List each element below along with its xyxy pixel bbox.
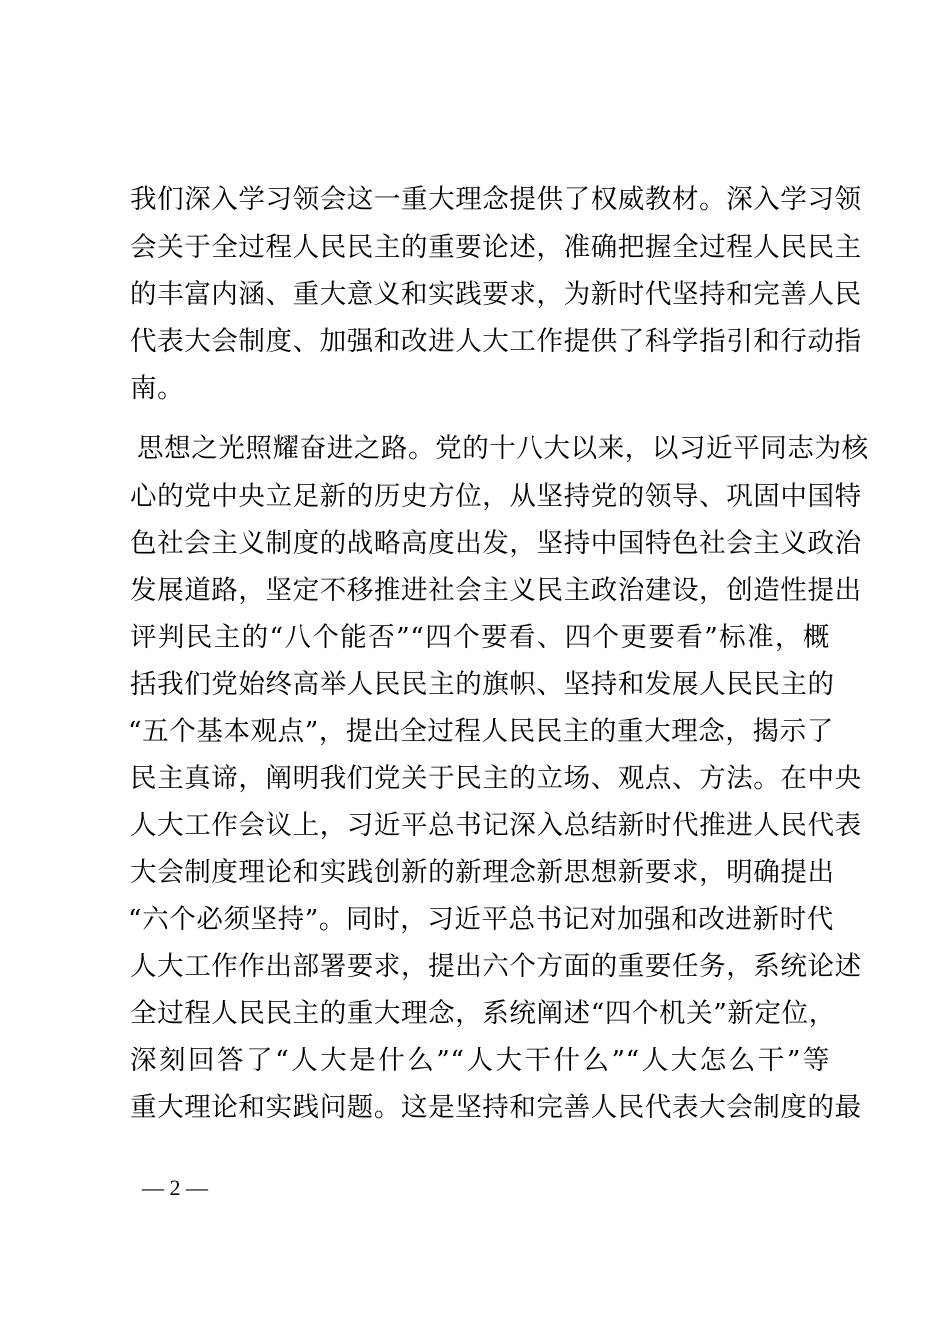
text-line: 的丰富内涵、重大意义和实践要求，为新时代坚持和完善人民 — [130, 279, 862, 310]
text-line: 南。 — [130, 373, 185, 404]
text-line: 括我们党始终高举人民民主的旗帜、坚持和发展人民民主的 — [130, 669, 835, 700]
text-line: 民主真谛，阐明我们党关于民主的立场、观点、方法。在中央 — [130, 763, 862, 794]
text-line: “五个基本观点”，提出全过程人民民主的重大理念，揭示了 — [128, 716, 834, 747]
text-line: 心的党中央立足新的历史方位，从坚持党的领导、巩固中国特 — [130, 481, 862, 512]
text-line: 大会制度理论和实践创新的新理念新思想新要求，明确提出 — [130, 857, 835, 888]
text-line: 思想之光照耀奋进之路。党的十八大以来，以习近平同志为核 — [137, 433, 869, 464]
text-line: 人大工作会议上，习近平总书记深入总结新时代推进人民代表 — [130, 810, 862, 841]
text-line: 发展道路，坚定不移推进社会主义民主政治建设，创造性提出 — [130, 575, 862, 606]
text-line: 色社会主义制度的战略高度出发，坚持中国特色社会主义政治 — [130, 528, 862, 559]
text-line: 评判民主的“八个能否”“四个要看、四个更要看”标准，概 — [130, 622, 830, 653]
text-line: 我们深入学习领会这一重大理念提供了权威教材。深入学习领 — [130, 184, 862, 215]
text-line: 代表大会制度、加强和改进人大工作提供了科学指引和行动指 — [130, 326, 862, 357]
text-line: “六个必须坚持”。同时，习近平总书记对加强和改进新时代 — [128, 904, 834, 935]
text-line: 会关于全过程人民民主的重要论述，准确把握全过程人民民主 — [130, 232, 862, 263]
text-line: 全过程人民民主的重大理念，系统阐述“四个机关”新定位， — [130, 998, 836, 1029]
text-line: 深刻回答了“人大是什么”“人大干什么”“人大怎么干”等 — [130, 1045, 830, 1076]
page-number: — 2 — — [142, 1175, 208, 1200]
text-line: 人大工作作出部署要求，提出六个方面的重要任务，系统论述 — [130, 951, 862, 982]
text-line: 重大理论和实践问题。这是坚持和完善人民代表大会制度的最 — [130, 1092, 862, 1123]
